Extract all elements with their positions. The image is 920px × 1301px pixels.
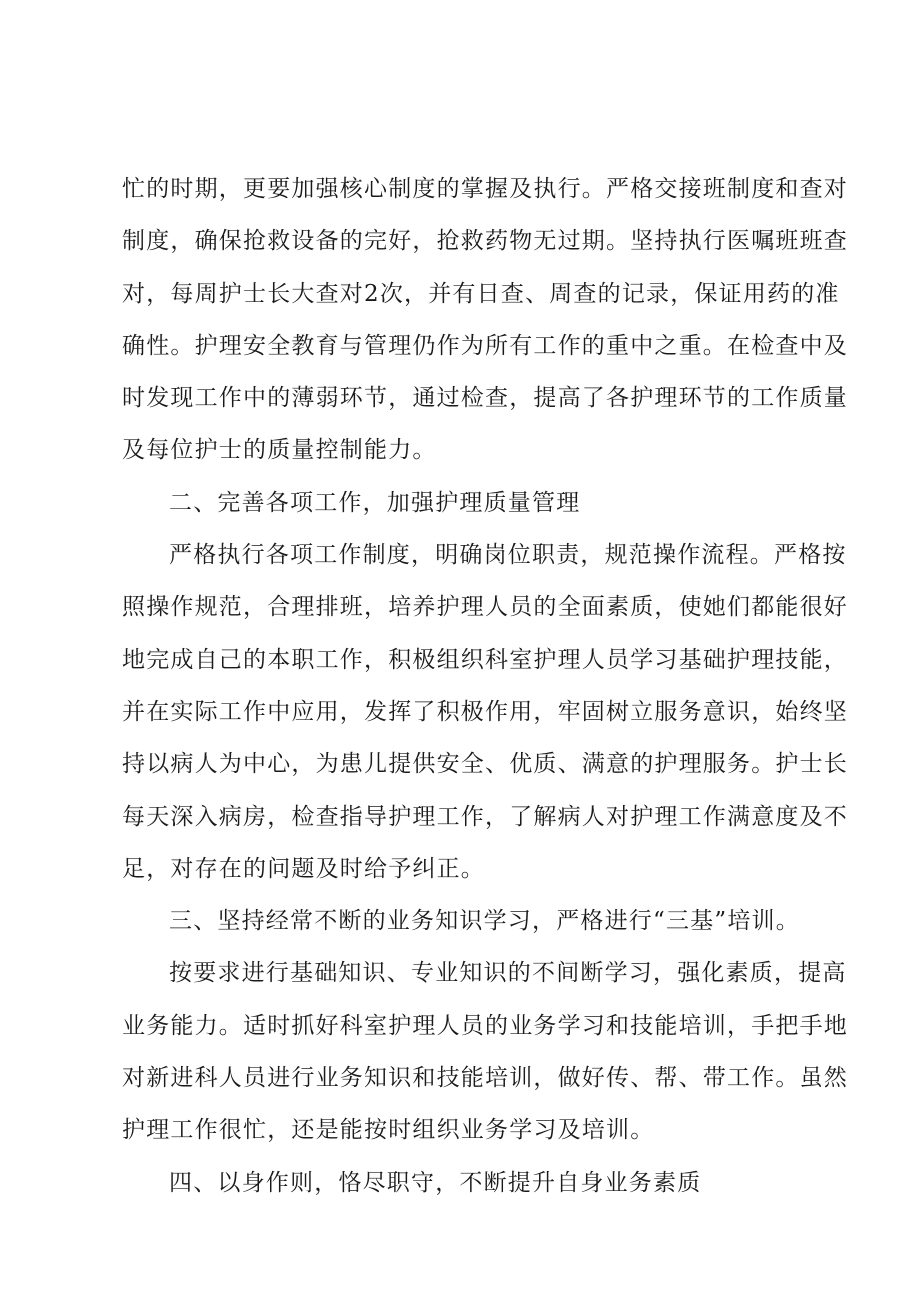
text-line: 护理工作很忙，还是能按时组织业务学习及培训。 [122, 1117, 655, 1144]
text-line: 对，每周护士长大查对2次，并有日查、周查的记录，保证用药的准 [122, 280, 840, 307]
section-heading-3 [122, 895, 822, 947]
text-line: 足，对存在的问题及时给予纠正。 [122, 855, 485, 882]
text-line: 地完成自己的本职工作，积极组织科室护理人员学习基础护理技能， [122, 646, 848, 673]
text-line: 严格执行各项工作制度，明确岗位职责，规范操作流程。严格按 [169, 542, 847, 569]
text-line: 持以病人为中心，为患儿提供安全、优质、满意的护理服务。护士长 [122, 751, 848, 778]
text-line: 时发现工作中的薄弱环节，通过检查，提高了各护理环节的工作质量 [122, 385, 848, 412]
text-line: 及每位护士的质量控制能力。 [122, 437, 437, 464]
section-heading-4 [122, 1157, 822, 1209]
text-line: 对新进科人员进行业务知识和技能培训，做好传、帮、带工作。虽然 [122, 1065, 848, 1092]
paragraph-continuation [122, 163, 848, 477]
document-body [122, 163, 848, 1209]
text-line: 按要求进行基础知识、专业知识的不间断学习，强化素质，提高 [169, 960, 847, 987]
heading-text: 二、完善各项工作，加强护理质量管理 [169, 489, 581, 516]
text-line: 照操作规范，合理排班，培养护理人员的全面素质，使她们都能很好 [122, 594, 848, 621]
section-heading-2 [122, 477, 822, 529]
paragraph-section-3 [122, 947, 848, 1156]
text-line: 确性。护理安全教育与管理仍作为所有工作的重中之重。在检查中及 [122, 332, 848, 359]
heading-text: 三、坚持经常不断的业务知识学习，严格进行“三基”培训。 [169, 908, 800, 935]
text-line: 忙的时期，更要加强核心制度的掌握及执行。严格交接班制度和查对 [122, 176, 848, 202]
text-line: 制度，确保抢救设备的完好，抢救药物无过期。坚持执行医嘱班班查 [122, 228, 848, 255]
heading-text: 四、以身作则，恪尽职守，不断提升自身业务素质 [169, 1169, 702, 1196]
text-line: 并在实际工作中应用，发挥了积极作用，牢固树立服务意识，始终坚 [122, 698, 848, 725]
paragraph-section-2 [122, 529, 848, 895]
text-line: 业务能力。适时抓好科室护理人员的业务学习和技能培训，手把手地 [122, 1012, 848, 1039]
text-line: 每天深入病房，检查指导护理工作，了解病人对护理工作满意度及不 [122, 803, 848, 830]
